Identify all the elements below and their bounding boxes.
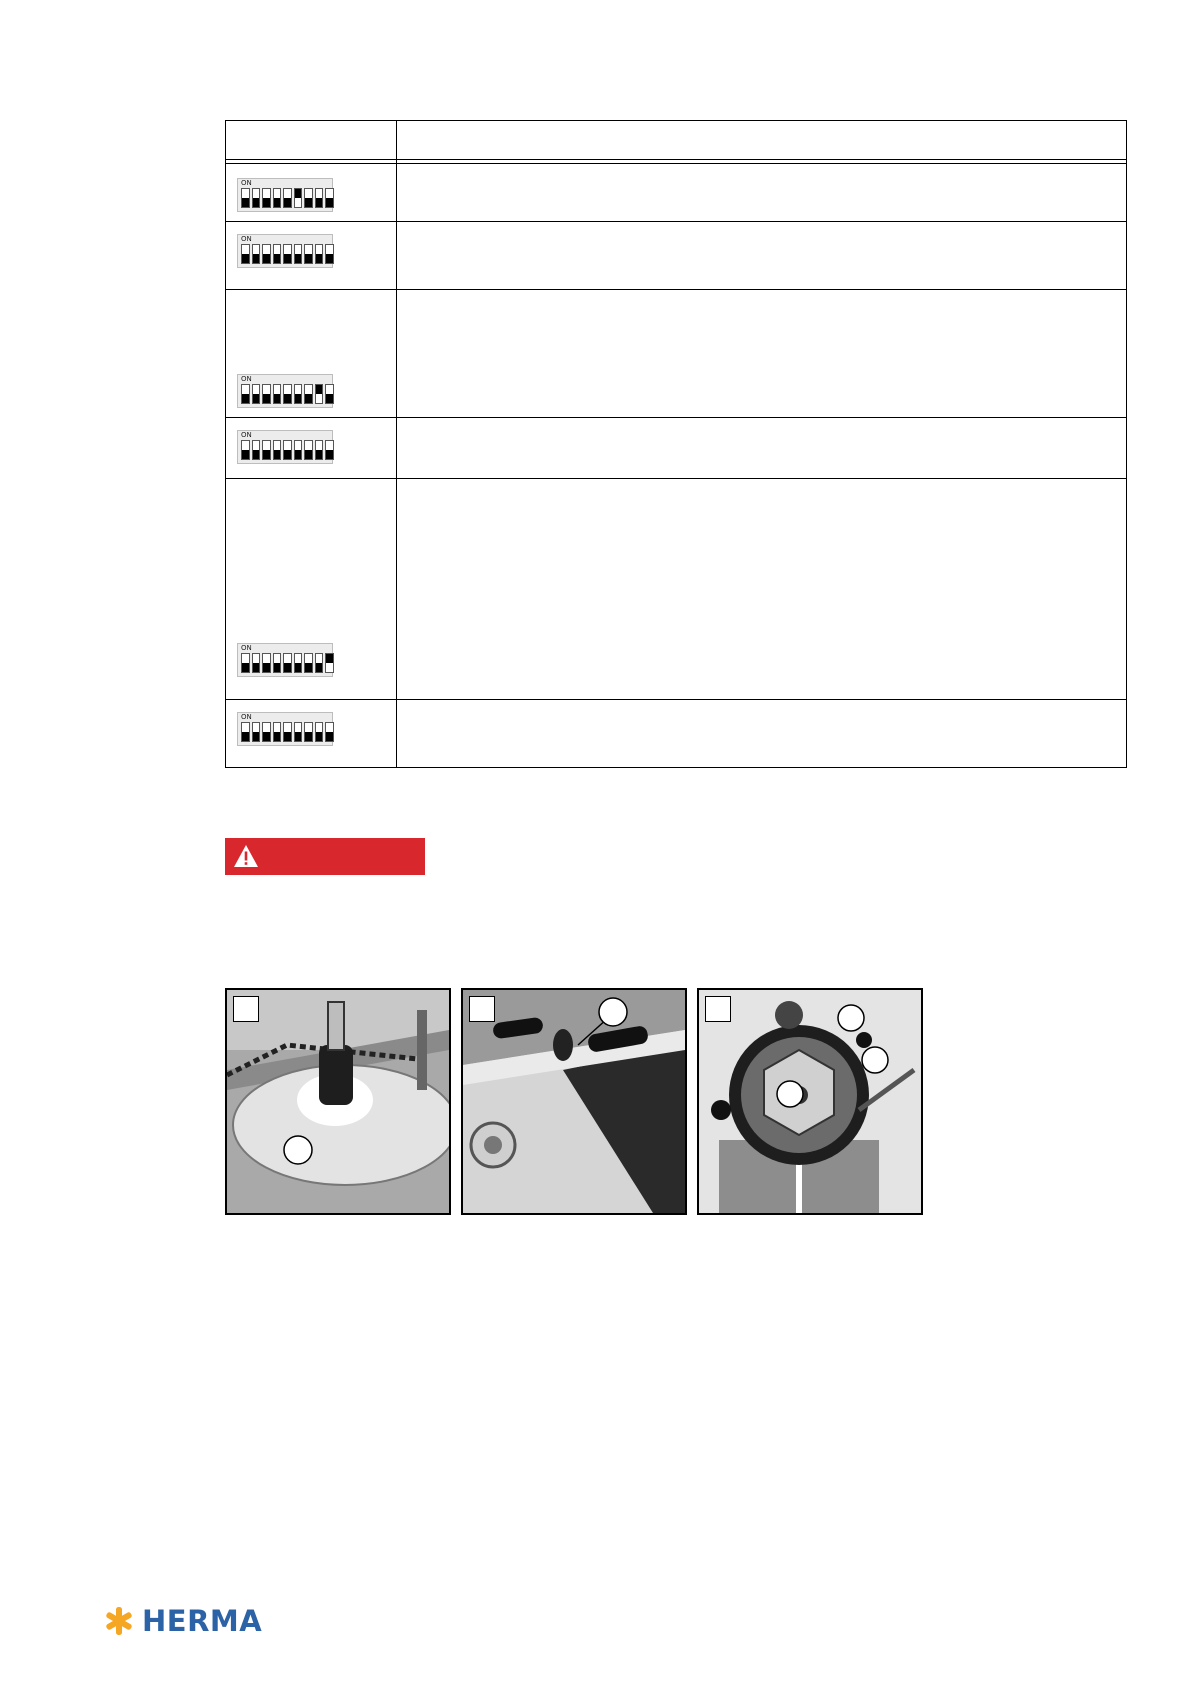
dip-knob [263, 254, 270, 263]
dip-slot-4 [273, 653, 282, 673]
dip-slot-2 [252, 440, 261, 460]
dip-knob [263, 663, 270, 672]
dip-knob [305, 663, 312, 672]
photo-number-box [233, 996, 259, 1022]
dip-slot-7 [304, 653, 313, 673]
dip-knob [305, 198, 312, 207]
dip-slot-2 [252, 722, 261, 742]
dip-slot-2 [252, 384, 261, 404]
dip-slot-9 [325, 653, 334, 673]
dip-on-label: ON [241, 375, 252, 383]
dip-slot-7 [304, 384, 313, 404]
dip-knob [284, 732, 291, 741]
dip-knob [242, 450, 249, 459]
dip-slot-4 [273, 188, 282, 208]
switch-cell [226, 222, 397, 290]
table-row [226, 164, 1127, 222]
dip-knob [284, 663, 291, 672]
dip-knob [295, 450, 302, 459]
dip-slot-4 [273, 440, 282, 460]
dip-slot-9 [325, 188, 334, 208]
dip-knob [295, 394, 302, 403]
dip-slot-1 [241, 384, 250, 404]
dip-knob [274, 732, 281, 741]
dip-slot-2 [252, 244, 261, 264]
switch-cell [226, 479, 397, 700]
dip-slot-8 [315, 653, 324, 673]
dip-knob [305, 254, 312, 263]
description-cell [397, 222, 1127, 290]
dip-knob [242, 394, 249, 403]
dip-slot-6 [294, 653, 303, 673]
description-cell [397, 700, 1127, 768]
description-cell [397, 290, 1127, 418]
dip-knob [253, 732, 260, 741]
dip-slot-1 [241, 722, 250, 742]
dip-slot-9 [325, 440, 334, 460]
dip-knob [253, 198, 260, 207]
dip-knob [316, 198, 323, 207]
switch-cell [226, 164, 397, 222]
dip-on-label: ON [241, 179, 252, 187]
dip-knob [326, 394, 333, 403]
dip-slot-8 [315, 440, 324, 460]
description-cell [397, 418, 1127, 479]
dip-slot-5 [283, 440, 292, 460]
dip-slot-6 [294, 722, 303, 742]
dip-on-label: ON [241, 644, 252, 652]
dip-knob [253, 394, 260, 403]
dip-knob [284, 198, 291, 207]
dip-slot-8 [315, 384, 324, 404]
dip-knob [316, 385, 323, 394]
dip-slot-4 [273, 722, 282, 742]
dip-knob [284, 394, 291, 403]
switch-cell [226, 700, 397, 768]
table-row [226, 222, 1127, 290]
dip-slot-3 [262, 653, 271, 673]
dip-knob [316, 663, 323, 672]
switch-cell [226, 418, 397, 479]
dip-slot-2 [252, 188, 261, 208]
photo-belt-drive [697, 988, 923, 1215]
dip-knob [242, 732, 249, 741]
dip-knob [263, 198, 270, 207]
dip-slot-9 [325, 722, 334, 742]
dip-slot-5 [283, 384, 292, 404]
dip-knob [316, 450, 323, 459]
warning-banner [225, 838, 425, 875]
dip-slot-3 [262, 188, 271, 208]
logo-text: HERMA [142, 1604, 263, 1638]
dip-knob [274, 394, 281, 403]
dip-slot-1 [241, 188, 250, 208]
dip-slot-1 [241, 440, 250, 460]
photo-disc-spindle [225, 988, 451, 1215]
dip-slot-1 [241, 653, 250, 673]
dip-knob [284, 254, 291, 263]
dip-slot-3 [262, 244, 271, 264]
dip-knob [316, 732, 323, 741]
herma-logo [104, 1604, 262, 1638]
photo-number-box [705, 996, 731, 1022]
header-switch-cell [226, 121, 397, 160]
dip-knob [263, 732, 270, 741]
dip-knob [305, 394, 312, 403]
dip-knob [326, 450, 333, 459]
dip-slot-7 [304, 244, 313, 264]
dip-slot-5 [283, 653, 292, 673]
dip-slot-6 [294, 244, 303, 264]
dip-slot-9 [325, 244, 334, 264]
dip-on-label: ON [241, 713, 252, 721]
dip-switch [237, 712, 333, 746]
dip-knob [316, 254, 323, 263]
dip-slot-8 [315, 244, 324, 264]
dip-knob [274, 198, 281, 207]
dip-switch [237, 234, 333, 268]
dip-slot-1 [241, 244, 250, 264]
dip-slot-5 [283, 722, 292, 742]
table-header-row [226, 121, 1127, 160]
dip-slot-7 [304, 440, 313, 460]
table-row [226, 479, 1127, 700]
dip-slot-8 [315, 188, 324, 208]
dip-knob [305, 450, 312, 459]
dip-knob [305, 732, 312, 741]
dip-knob [242, 663, 249, 672]
dip-slot-7 [304, 722, 313, 742]
dip-slot-3 [262, 440, 271, 460]
dip-slot-3 [262, 384, 271, 404]
dip-knob [326, 254, 333, 263]
warning-triangle-icon [233, 844, 259, 868]
description-cell [397, 164, 1127, 222]
dip-knob [253, 450, 260, 459]
dip-slot-4 [273, 244, 282, 264]
dip-slot-6 [294, 188, 303, 208]
dip-slot-4 [273, 384, 282, 404]
table-row [226, 700, 1127, 768]
dip-knob [274, 450, 281, 459]
dip-knob [284, 450, 291, 459]
dip-switch [237, 430, 333, 464]
dip-knob [274, 254, 281, 263]
dip-switch [237, 643, 333, 677]
dip-switch [237, 178, 333, 212]
dip-knob [242, 254, 249, 263]
switch-cell [226, 290, 397, 418]
dip-slot-3 [262, 722, 271, 742]
dip-knob [295, 732, 302, 741]
dip-slot-2 [252, 653, 261, 673]
dip-knob [326, 654, 333, 663]
dip-knob [326, 732, 333, 741]
dip-knob [274, 663, 281, 672]
dip-knob [295, 663, 302, 672]
dip-switch [237, 374, 333, 408]
dip-knob [242, 198, 249, 207]
dip-knob [263, 394, 270, 403]
settings-table [225, 120, 1127, 768]
description-cell [397, 479, 1127, 700]
dip-slot-9 [325, 384, 334, 404]
dip-knob [295, 254, 302, 263]
dip-knob [263, 450, 270, 459]
photo-slotted-plate [461, 988, 687, 1215]
table-row [226, 418, 1127, 479]
dip-knob [253, 254, 260, 263]
dip-slot-8 [315, 722, 324, 742]
dip-slot-6 [294, 440, 303, 460]
photo-number-box [469, 996, 495, 1022]
dip-on-label: ON [241, 235, 252, 243]
header-description-cell [397, 121, 1127, 160]
dip-slot-5 [283, 244, 292, 264]
asterisk-icon [104, 1606, 134, 1636]
dip-knob [253, 663, 260, 672]
dip-slot-6 [294, 384, 303, 404]
dip-slot-5 [283, 188, 292, 208]
dip-on-label: ON [241, 431, 252, 439]
table-row [226, 290, 1127, 418]
dip-knob [326, 198, 333, 207]
dip-knob [295, 189, 302, 198]
dip-slot-7 [304, 188, 313, 208]
